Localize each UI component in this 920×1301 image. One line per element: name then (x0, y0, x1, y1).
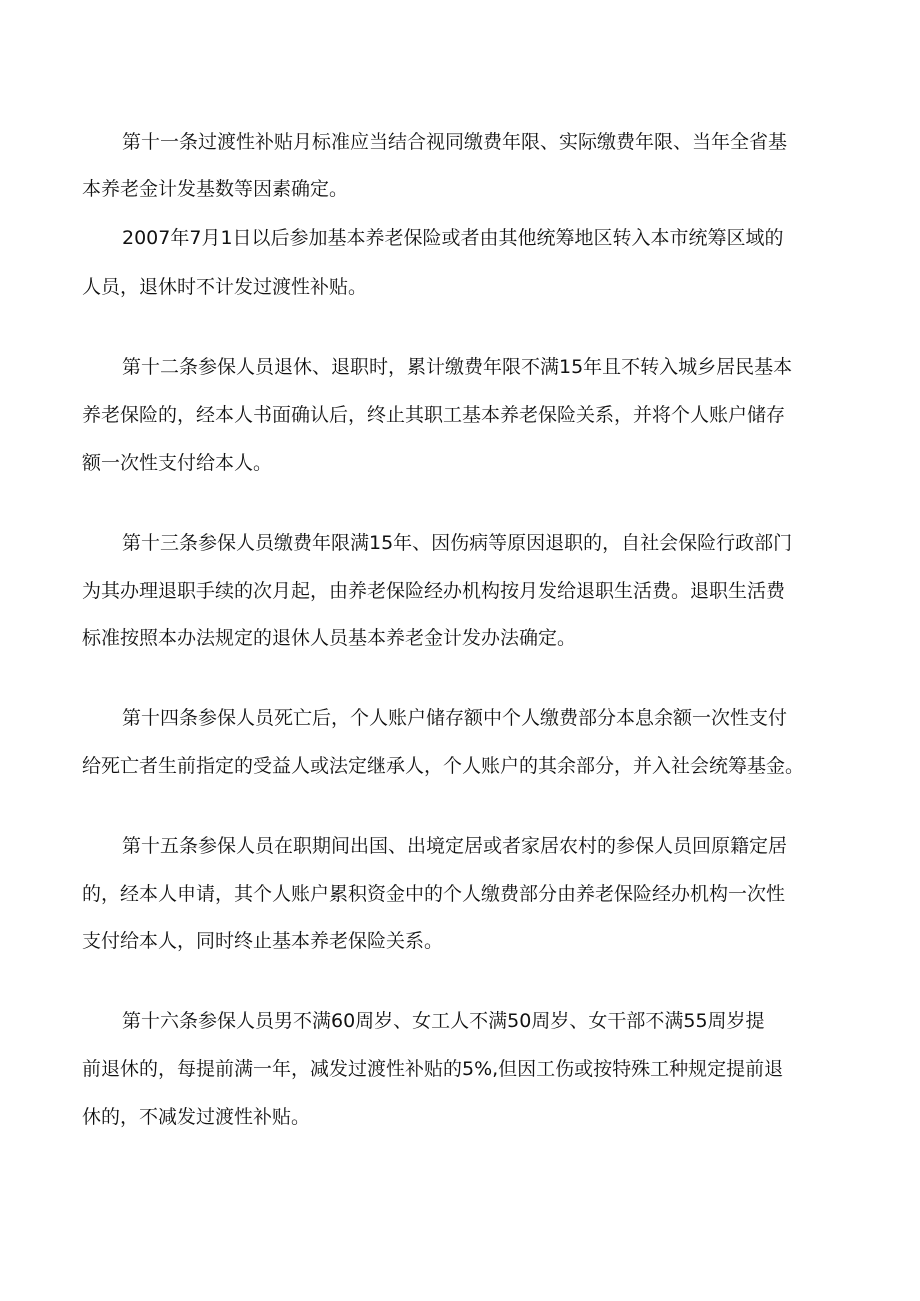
paragraph-2007-line-2: 人员，退休时不计发过渡性补贴。 (82, 276, 368, 298)
article-16-line-3: 休的，不减发过渡性补贴。 (82, 1106, 311, 1128)
article-12-line-3: 额一次性支付给本人。 (82, 452, 273, 474)
article-11-line-2: 本养老金计发基数等因素确定。 (82, 178, 349, 200)
article-14-line-1: 第十四条参保人员死亡后，个人账户储存额中个人缴费部分本息余额一次性支付 (122, 707, 788, 729)
article-14-line-2: 给死亡者生前指定的受益人或法定继承人，个人账户的其余部分，并入社会统筹基金。 (82, 755, 805, 777)
article-15-line-3: 支付给本人，同时终止基本养老保险关系。 (82, 930, 444, 952)
article-13-line-3: 标准按照本办法规定的退休人员基本养老金计发办法确定。 (82, 627, 577, 649)
article-15-line-2: 的，经本人申请，其个人账户累积资金中的个人缴费部分由养老保险经办机构一次性 (82, 883, 786, 905)
article-16-line-2: 前退休的，每提前满一年，减发过渡性补贴的5%,但因工伤或按特殊工种规定提前退 (82, 1058, 784, 1080)
article-13-line-1: 第十三条参保人员缴费年限满15年、因伤病等原因退职的，自社会保险行政部门 (122, 532, 793, 554)
article-15-line-1: 第十五条参保人员在职期间出国、出境定居或者家居农村的参保人员回原籍定居 (122, 835, 788, 857)
article-11-line-1: 第十一条过渡性补贴月标准应当结合视同缴费年限、实际缴费年限、当年全省基 (122, 131, 788, 153)
paragraph-2007-line-1: 2007年7月1日以后参加基本养老保险或者由其他统筹地区转入本市统筹区域的 (122, 227, 784, 249)
article-12-line-1: 第十二条参保人员退休、退职时，累计缴费年限不满15年且不转入城乡居民基本 (122, 356, 793, 378)
article-12-line-2: 养老保险的，经本人书面确认后，终止其职工基本养老保险关系，并将个人账户储存 (82, 404, 786, 426)
article-13-line-2: 为其办理退职手续的次月起，由养老保险经办机构按月发给退职生活费。退职生活费 (82, 580, 786, 602)
article-16-line-1: 第十六条参保人员男不满60周岁、女工人不满50周岁、女干部不满55周岁提 (122, 1010, 765, 1032)
